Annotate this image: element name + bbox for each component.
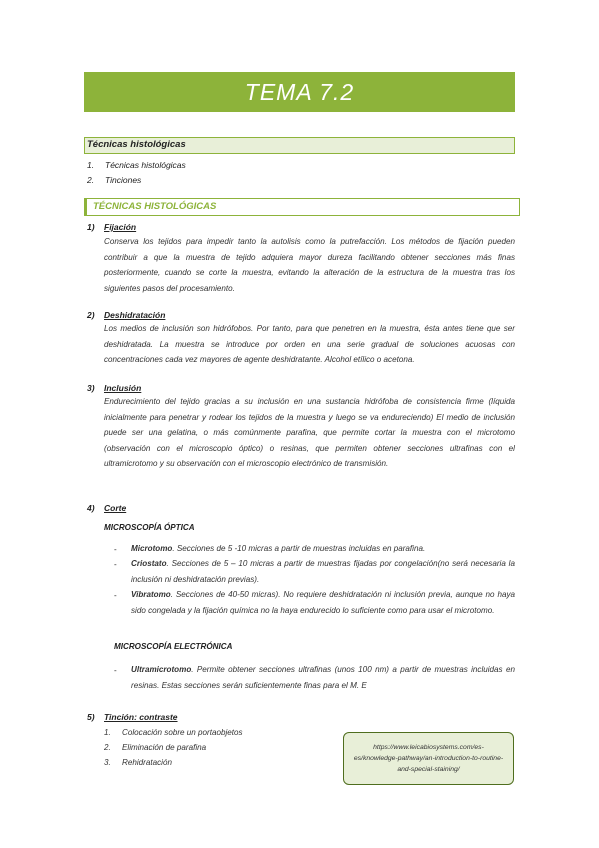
step-label: Eliminación de parafina	[122, 743, 207, 752]
staining-step	[104, 728, 243, 737]
section-heading: TÉCNICAS HISTOLÓGICAS	[93, 201, 217, 212]
page-title: TEMA 7.2	[244, 78, 355, 105]
bullet-name: Ultramicrotomo	[131, 665, 192, 674]
subheading-bar	[84, 137, 515, 154]
paragraph-deshidratacion: Los medios de inclusión son hidrófobos. Por tanto, para que penetren en la muestra, ésta antes tiene que ser deshidratada. La muestra se introduce por orden en una serie gradual de soluciones acuosas con concentraciones cada vez mayores de agente deshidratante. Alcohol etílico o acetona.	[104, 324, 515, 364]
bullet-name: Vibratomo	[131, 590, 171, 599]
step-label: Colocación sobre un portaobjetos	[122, 728, 243, 737]
bullet-criostato	[131, 556, 515, 587]
step-number: 3.	[104, 758, 111, 767]
item-title-fijacion	[87, 222, 136, 232]
bullet-text: . Secciones de 5 – 10 micras a partir de muestras fijadas por congelación(no será necesaria la inclusión ni deshidratación previas).	[131, 559, 515, 584]
toc-item	[87, 175, 141, 185]
step-label: Rehidratación	[122, 758, 172, 767]
bullet-microtomo	[131, 541, 515, 557]
reference-link-box[interactable]	[343, 732, 514, 785]
bullet-text: . Secciones de 5 -10 micras a partir de muestras incluidas en parafina.	[172, 544, 426, 553]
item-title-deshidratacion	[87, 310, 165, 320]
bullet-mark: -	[114, 666, 117, 675]
bullet-name: Criostato	[131, 559, 167, 568]
bullet-mark: -	[114, 560, 117, 569]
bullet-mark: -	[114, 591, 117, 600]
toc-label: Tinciones	[105, 175, 142, 185]
item-number: 5)	[87, 712, 95, 722]
item-title-text: Inclusión	[104, 383, 142, 393]
item-title-text: Deshidratación	[104, 310, 166, 320]
electron-microscopy-title: MICROSCOPÍA ELECTRÓNICA	[114, 642, 233, 651]
staining-step	[104, 743, 206, 752]
bullet-name: Microtomo	[131, 544, 173, 553]
step-number: 2.	[104, 743, 111, 752]
item-title-text: Corte	[104, 503, 127, 513]
item-number: 2)	[87, 310, 95, 320]
staining-step	[104, 758, 172, 767]
optical-microscopy-title: MICROSCOPÍA ÓPTICA	[104, 523, 195, 532]
item-title-text: Fijación	[104, 222, 137, 232]
toc-item	[87, 160, 186, 170]
paragraph-inclusion: Endurecimiento del tejido gracias a su inclusión en una sustancia hidrófoba de consistencia firme (líquida inicialmente para penetrar y rodear los tejidos de la muestra y luego se va endureciendo) El medio de inclusión puede ser una gelatina, o más comúnmente parafina, que permite cortar la muestra con el microtomo (observación con el microscopio óptico) o resinas, que permiten obtener secciones ultrafinas con el ultramicrotomo y su observación con el microscopio electrónico de transmisión.	[104, 397, 515, 468]
step-number: 1.	[104, 728, 111, 737]
section-heading-bar	[84, 198, 520, 216]
bullet-ultramicrotomo	[131, 662, 515, 693]
item-title-inclusion	[87, 383, 141, 393]
toc-number: 2.	[87, 175, 95, 185]
title-banner	[84, 72, 515, 112]
bullet-text: . Secciones de 40-50 micras). No requiere deshidratación ni inclusión previa, aunque no haya sido congelada y la fijación química no la haya endurecido lo suficiente como para usar el microtomo.	[131, 590, 515, 615]
bullet-vibratomo	[131, 587, 515, 618]
item-number: 4)	[87, 503, 95, 513]
bullet-mark: -	[114, 545, 117, 554]
reference-link-text[interactable]: https://www.leicabiosystems.com/es-es/knowledge-pathway/an-introduction-to-routine-and-special-staining/	[353, 744, 504, 773]
item-title-corte	[87, 503, 126, 513]
subheading-text: Técnicas histológicas	[87, 139, 186, 150]
item-number: 3)	[87, 383, 95, 393]
toc-label: Técnicas histológicas	[105, 160, 186, 170]
bullet-text: . Permite obtener secciones ultrafinas (unos 100 nm) a partir de muestras incluidas en resinas. Estas secciones serán suficientemente finas para el M. E	[131, 665, 515, 690]
item-title-tincion	[87, 712, 178, 722]
paragraph-fijacion: Conserva los tejidos para impedir tanto la autolisis como la putrefacción. Los métodos de fijación pueden contribuir a que la muestra de tejido adquiera mayor dureza facilitando obtener secciones más finas posteriormente, cuando se corte la muestra, evitando la alteración de la estructura de la muestra tras los siguientes pasos del procesamiento.	[104, 237, 515, 293]
toc-number: 1.	[87, 160, 95, 170]
item-number: 1)	[87, 222, 95, 232]
item-title-text: Tinción: contraste	[104, 712, 178, 722]
